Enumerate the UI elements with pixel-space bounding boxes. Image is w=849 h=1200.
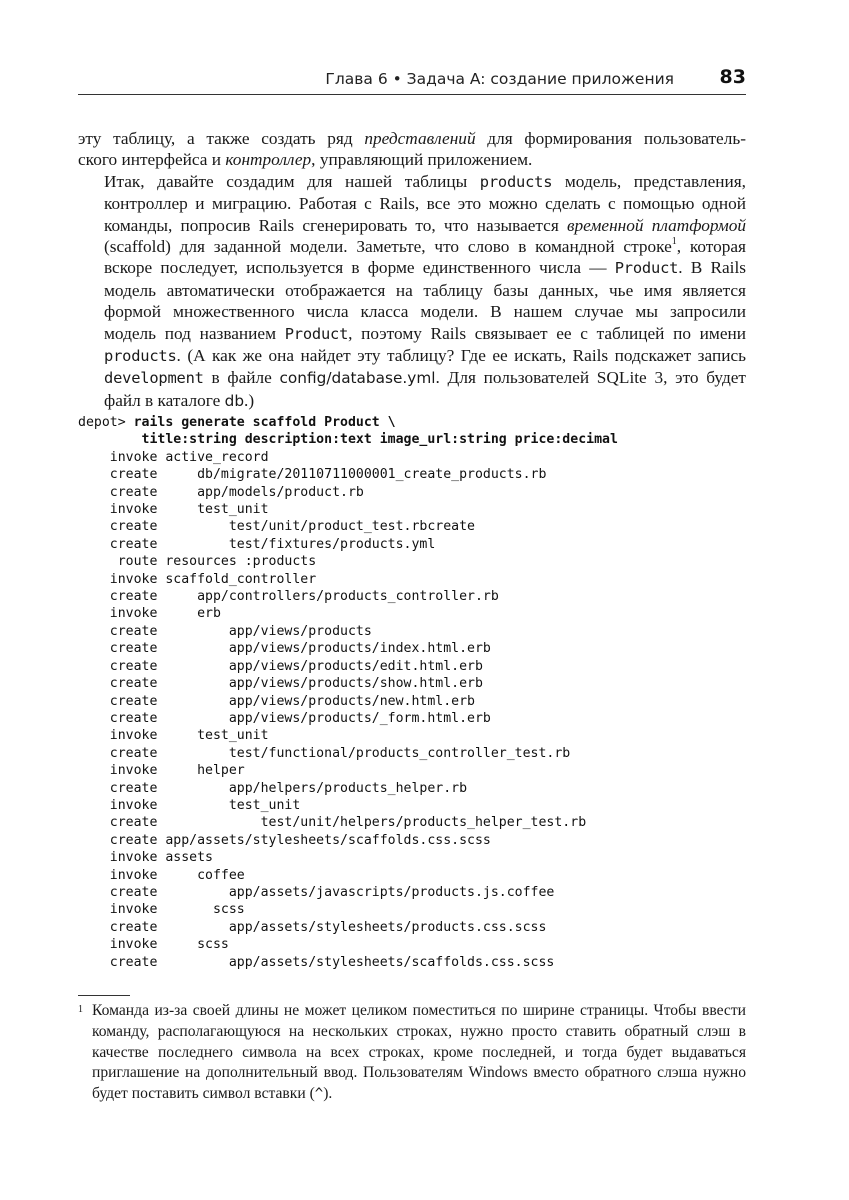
console-line: invoke scaffold_controller xyxy=(78,571,317,587)
footnote xyxy=(78,1001,746,1105)
console-line: create app/views/products xyxy=(78,623,372,639)
inline-code: Product xyxy=(614,259,679,278)
text-line: вскоре последует, используется в форме единственного числа — Product. В Rails xyxy=(104,258,747,278)
console-line: create app/views/products/show.html.erb xyxy=(78,676,483,692)
text-line: контроллер и миграцию. Работая с Rails, все это можно сделать с помощью одной xyxy=(104,194,746,214)
console-line: create app/helpers/products_helper.rb xyxy=(78,780,468,796)
console-line: create test/functional/products_controller_test.rb xyxy=(78,745,571,761)
footnote-divider xyxy=(78,995,130,996)
inline-code: development xyxy=(104,369,204,388)
console-line: create app/views/products/edit.html.erb xyxy=(78,658,483,674)
footnote-ref[interactable]: 1 xyxy=(671,236,677,248)
console-line: create app/assets/stylesheets/scaffolds.css.scss xyxy=(78,832,491,848)
text-line: модель автоматически отображается на таблицу базы данных, чье имя является xyxy=(104,280,746,300)
text-line: ского интерфейса и контроллер, управляющий приложением. xyxy=(78,150,533,170)
console-line: create test/unit/helpers/products_helper_test.rb xyxy=(78,815,587,831)
chapter-title: Глава 6 • Задача A: создание приложения xyxy=(325,70,674,88)
text-line: development в файле config/database.yml. Для пользователей SQLite 3, это будет xyxy=(104,368,746,388)
console-line: invoke assets xyxy=(78,850,213,866)
console-command-continuation: title:string description:text image_url:string price:decimal xyxy=(78,432,618,448)
console-line: create app/views/products/_form.html.erb xyxy=(78,710,491,726)
console-line: create app/controllers/products_controller.rb xyxy=(78,589,499,605)
text-line: модель под названием Product, поэтому Rails связывает ее с таблицей по имени xyxy=(104,323,746,343)
console-line: invoke test_unit xyxy=(78,728,269,744)
text-line: products. (А как же она найдет эту таблицу? Где ее искать, Rails подскажет запись xyxy=(104,346,746,366)
console-line: invoke erb xyxy=(78,606,221,622)
text-line: эту таблицу, а также создать ряд представлений для формирования пользователь- xyxy=(78,129,746,148)
page-number: 83 xyxy=(719,66,746,88)
file-path: config/database.yml xyxy=(279,369,436,388)
console-prompt: depot> xyxy=(78,415,134,430)
text-line: файл в каталоге db.) xyxy=(104,390,255,410)
console-line: create app/views/products/new.html.erb xyxy=(78,693,475,709)
inline-code: products xyxy=(104,347,177,366)
running-header xyxy=(78,64,746,95)
footnote-marker: 1 xyxy=(78,1004,83,1015)
text-line: формой множественного числа класса модели. В нашем случае мы запросили xyxy=(104,302,746,322)
console-line: create app/assets/stylesheets/scaffolds.css.scss xyxy=(78,954,555,970)
console-line: create app/views/products/index.html.erb xyxy=(78,641,491,657)
inline-code: products xyxy=(479,172,553,191)
console-line: invoke scss xyxy=(78,937,229,953)
text-line: команды, попросив Rails сгенерировать то, что называется временной платформой xyxy=(104,215,747,235)
console-line: invoke test_unit xyxy=(78,502,269,518)
text-line: Итак, давайте создадим для нашей таблицы products модель, представления, xyxy=(104,171,746,191)
console-line: invoke active_record xyxy=(78,449,269,465)
text-line: (scaffold) для заданной модели. Заметьте, что слово в командной строке$^1$, которая xyxy=(104,236,746,257)
console-output xyxy=(78,414,746,971)
console-line: invoke coffee xyxy=(78,867,245,883)
console-line: create test/unit/product_test.rbcreate xyxy=(78,519,475,535)
inline-code: Product xyxy=(284,324,349,343)
paragraph-1 xyxy=(78,128,746,171)
console-line: create app/assets/javascripts/products.js.coffee xyxy=(78,884,555,900)
console-line: invoke scss xyxy=(78,902,245,918)
paragraph-2 xyxy=(78,171,746,412)
footnote-text: Команда из-за своей длины не может целиком поместиться по ширине страницы. Чтобы ввести команду, располагающуюся на нескольких строках, нужно просто ставить обратный слэш в качестве последнего символа на всех строках, кроме последней, и тогда будет выдаваться приглашение на дополнительный ввод. Пользователям Windows вместо обратного слэша нужно будет поставить символ вставки (^). xyxy=(92,1002,746,1103)
console-line: route resources :products xyxy=(78,554,317,570)
console-line: invoke helper xyxy=(78,763,245,779)
caret-symbol: ^ xyxy=(314,1086,324,1103)
console-line: create app/models/product.rb xyxy=(78,484,364,500)
console-command: rails generate scaffold Product \ xyxy=(133,415,396,430)
console-line: create db/migrate/20110711000001_create_products.rb xyxy=(78,467,547,483)
body-text xyxy=(78,128,746,412)
console-line: create app/assets/stylesheets/products.css.scss xyxy=(78,919,547,935)
console-line: invoke test_unit xyxy=(78,797,301,813)
file-path: db xyxy=(224,391,245,410)
console-line: create test/fixtures/products.yml xyxy=(78,536,436,552)
